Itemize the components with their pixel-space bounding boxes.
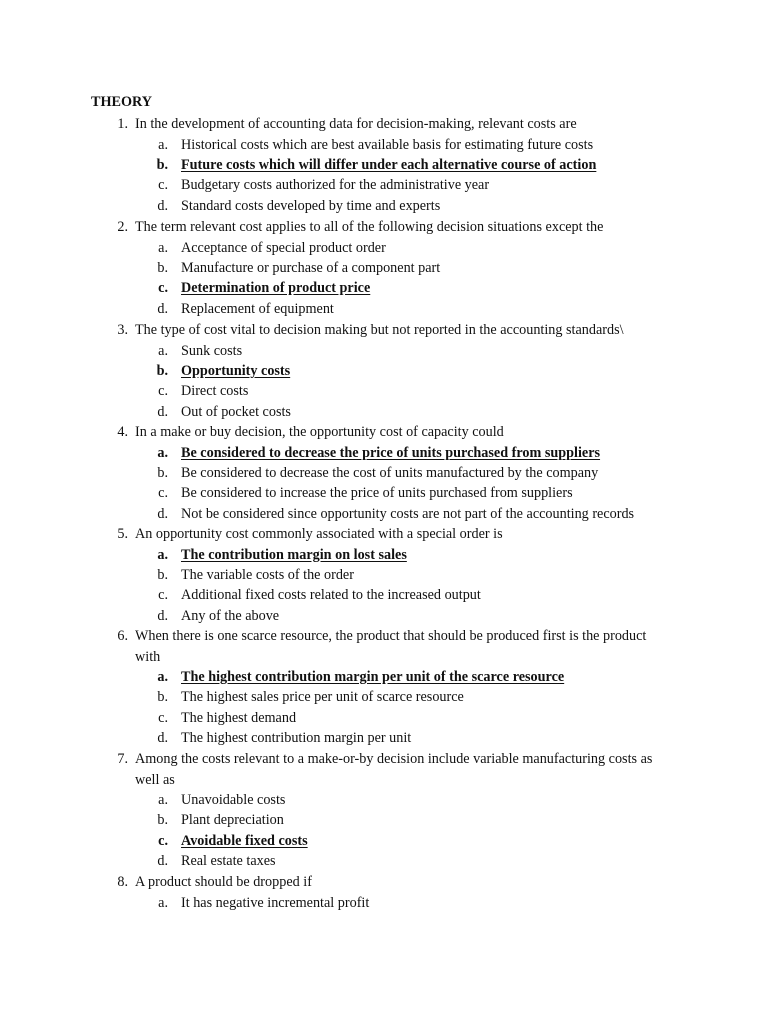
option-text: The highest demand (181, 709, 297, 726)
option-letter: a. (158, 792, 168, 808)
option-letter: c. (158, 709, 168, 726)
option-text: Avoidable fixed costs (181, 832, 308, 849)
option-letter: b. (156, 156, 168, 173)
option-text: Determination of product price (181, 280, 371, 297)
option-letter: c. (158, 177, 168, 194)
option-text: Standard costs developed by time and experts (181, 197, 441, 214)
option-text: Be considered to increase the price of units purchased from suppliers (181, 485, 573, 502)
question-number: 6. (117, 628, 128, 644)
option-letter: a. (157, 669, 168, 685)
option-text: Any of the above (181, 607, 280, 624)
question-text: When there is one scarce resource, the product that should be produced first is the product with (135, 628, 647, 665)
option-text: It has negative incremental profit (181, 894, 370, 911)
option-text: Historical costs which are best available basis for estimating future costs (181, 136, 594, 153)
option-letter: d. (157, 607, 168, 624)
option-text: Be considered to decrease the price of units purchased from suppliers (181, 444, 601, 461)
option-text: Opportunity costs (181, 362, 291, 379)
option-letter: c. (158, 280, 168, 297)
option-letter: a. (158, 894, 168, 911)
option-letter: c. (158, 383, 168, 400)
question-text: Among the costs relevant to a make-or-by decision include variable manufacturing costs as well as (135, 751, 653, 788)
option-text: The highest contribution margin per unit of the scarce resource (181, 669, 565, 685)
option-text: Out of pocket costs (181, 403, 291, 420)
option-text: Additional fixed costs related to the increased output (181, 587, 481, 604)
option-text: Acceptance of special product order (181, 239, 386, 256)
option-letter: d. (157, 505, 168, 522)
option-text: Replacement of equipment (181, 300, 334, 317)
question-text: The type of cost vital to decision making but not reported in the accounting standards\ (135, 322, 624, 338)
option-text: Not be considered since opportunity costs are not part of the accounting records (181, 505, 635, 522)
option-text: Future costs which will differ under each alternative course of action (181, 156, 597, 173)
option-letter: a. (157, 444, 168, 461)
question-number: 1. (117, 116, 128, 132)
question-text: In the development of accounting data for decision-making, relevant costs are (135, 116, 577, 132)
option-text: The variable costs of the order (181, 566, 354, 583)
question-number: 4. (117, 424, 128, 440)
question-text: In a make or buy decision, the opportunity cost of capacity could (135, 424, 504, 440)
option-letter: c. (158, 587, 168, 604)
question-text: A product should be dropped if (135, 874, 312, 890)
option-text: Unavoidable costs (181, 792, 286, 808)
option-letter: a. (158, 239, 168, 256)
question-number: 5. (117, 526, 128, 542)
option-text: The contribution margin on lost sales (181, 546, 407, 563)
question-text: An opportunity cost commonly associated with a special order is (135, 526, 503, 542)
option-text: Budgetary costs authorized for the administrative year (181, 177, 490, 194)
option-text: Manufacture or purchase of a component part (181, 259, 441, 276)
question-text: The term relevant cost applies to all of the following decision situations except the (135, 219, 604, 235)
option-letter: d. (157, 300, 168, 317)
question-number: 7. (117, 751, 128, 767)
option-letter: d. (157, 403, 168, 420)
question-number: 3. (117, 322, 128, 338)
option-letter: a. (157, 546, 168, 563)
option-letter: b. (157, 812, 168, 829)
option-letter: a. (158, 136, 168, 153)
option-letter: b. (157, 566, 168, 583)
option-text: The highest contribution margin per unit (181, 730, 412, 747)
option-letter: b. (157, 464, 168, 481)
option-text: The highest sales price per unit of scarce resource (181, 689, 464, 706)
section-heading: THEORY (91, 94, 152, 110)
option-letter: b. (157, 259, 168, 276)
option-text: Real estate taxes (181, 853, 276, 870)
option-letter: c. (158, 832, 168, 849)
question-number: 8. (117, 874, 128, 890)
option-letter: b. (157, 689, 168, 706)
option-text: Plant depreciation (181, 812, 284, 829)
option-letter: d. (157, 853, 168, 870)
question-number: 2. (117, 219, 128, 235)
option-letter: d. (157, 197, 168, 214)
option-letter: b. (156, 362, 168, 379)
option-letter: a. (158, 342, 168, 359)
option-text: Be considered to decrease the cost of units manufactured by the company (181, 464, 599, 481)
option-text: Direct costs (181, 383, 249, 400)
option-text: Sunk costs (181, 342, 243, 359)
option-letter: c. (158, 485, 168, 502)
option-letter: d. (157, 730, 168, 747)
